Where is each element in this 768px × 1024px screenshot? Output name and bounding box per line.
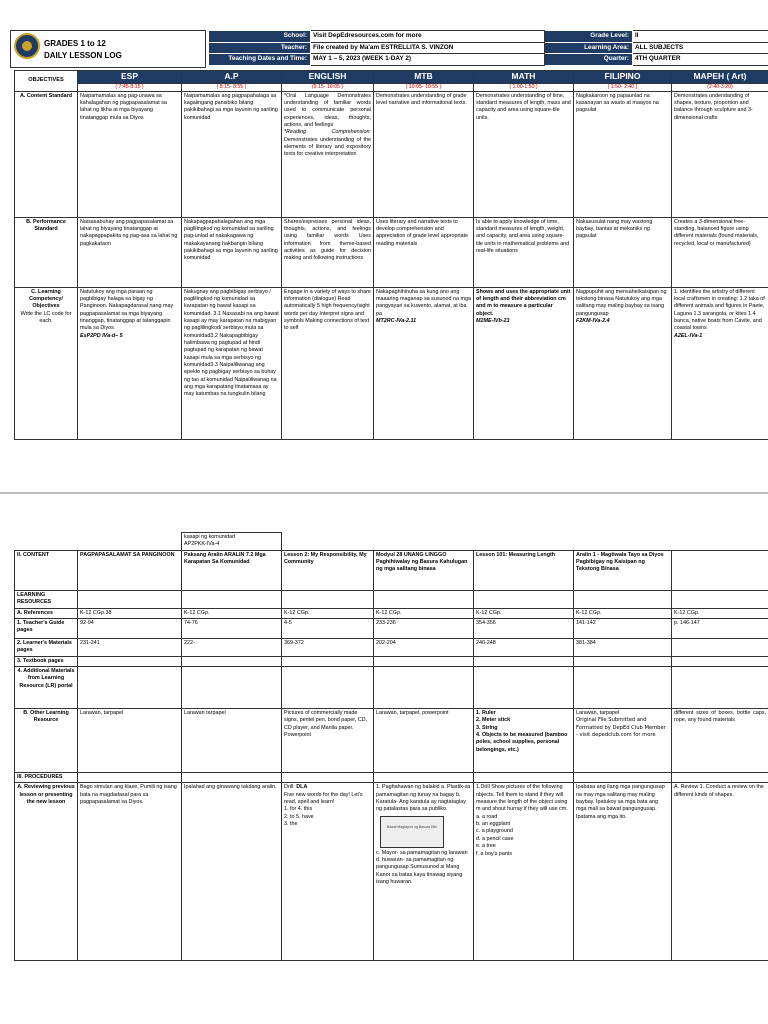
content-row [15, 550, 768, 590]
no-littering-sign-text: Bawal Magtapon ng Basura Dito [386, 824, 438, 829]
other-resources-row [15, 709, 768, 773]
performance-standard-filipino: Nakasusulat nang may wastong baybay, bantas at mekaniks ng pagsulat [574, 217, 672, 287]
references-label: A. References [15, 608, 78, 618]
competency-math [474, 287, 574, 439]
content-filipino: Aralin 1 - Magtiwala Tayo sa Diyos Pagbibigay ng Kaisipan ng Tekstong Binasa [574, 550, 672, 590]
objectives-table [14, 70, 768, 440]
content-standard-esp: Naipamamalas ang pag-unawa sa kahalagahan ng pagpapasalamat sa lahat ng likha at mga biyayang tinatanggap mula sa Diyos [78, 91, 182, 217]
other-resources-label: B. Other Learning Resource [15, 709, 78, 773]
references-esp: K-12 CGp.38 [78, 608, 182, 618]
competency-english: Engage in a variety of ways to share information (dialogue) Read automatically 5 high frequency/sight words per day Interpret signs and symbols Making connections of text to self [282, 287, 374, 439]
reviewing-english-item-1: 1. for 4. this [284, 806, 313, 813]
competency-esp [78, 287, 182, 439]
learners-row [15, 639, 768, 657]
content-mtb: Modyul 28 UNANG LINGGO Paghihiwalay ng Basura Kahulugan ng mga salitang binasa [374, 550, 474, 590]
reviewing-english [282, 783, 374, 961]
other-mapeh: different sizes of boxes, bottle caps, rope, any found materials [672, 709, 768, 773]
performance-standard-label: B. Performance Standard [15, 217, 78, 287]
cs-english-reading: Demonstrates understanding of the elements of literary and expository texts for creative interpretation [284, 136, 371, 158]
subject-esp: ESP [78, 71, 182, 84]
competency-filipino-code: F2KM-IVa-2.4 [576, 317, 610, 324]
reviewing-esp: Bago simulan ang klase, Pumili ng isang bata na magdadasal para sa pagpapasalamat sa Diyos. [78, 783, 182, 961]
reviewing-mapeh: A. Review 1. Conduct a review on the different kinds of shapes. [672, 783, 768, 961]
teachers-guide-row [15, 619, 768, 639]
references-math: K-12 CGp. [474, 608, 574, 618]
competency-filipino [574, 287, 672, 439]
procedures-label: III. PROCEDURES [15, 773, 78, 783]
reviewing-filipino: Ipabasa ang ilang mga pangungusap na may mga salitang may maling baybay. Ipatukoy sa mga bata ang mga mali sa bawat pangungusap. Ipatama ang mga ito. [574, 783, 672, 961]
reviewing-math-item-f: f. a boy's pants [476, 850, 513, 857]
subject-mtb: MTB [374, 71, 474, 84]
other-filipino-plain: Larawan, tarpapel [576, 710, 620, 717]
time-mapeh: (2:40-3:20) [672, 83, 768, 91]
competency-ap: Nakugnay ang pagbibigay serbisyo / paglilingkod ng komunidad sa karapatan ng bawat kasapi sa komunidad. 3.1 Nasasabi na ang bawat kasapi ay may karapatan na mabigyan ng paglilingkod/ serbisyo mula sa komunidad3.2 Nakapagbibigay halimbawa ng pagtupad at hindi pagtupad ng karapatan ng bawat kasapi mula sa mga serbisyo ng komunidad3.3 Naipaliliwanag ang epekto ng pagbigay serbisyo sa buhay ng tao at komunidad Naipaliliwanag na ang mga karapatang tinatamasa ay may katumbas na tungkulin bilang [182, 287, 282, 439]
doc-title-line1: GRADES 1 to 12 [44, 39, 106, 48]
cs-english-reading-label: *Reading Comprehension: [284, 129, 371, 136]
dates-value: MAY 1 – 5, 2023 (WEEK 1-DAY 2) [311, 54, 545, 66]
time-english: (9:15- 10:05 ) [282, 83, 374, 91]
references-ap: K-12 CGp. [182, 608, 282, 618]
reviewing-english-item-2: 2. to 5. have [284, 813, 314, 820]
procedures-row [15, 773, 768, 783]
teachers-guide-label: 1. Teacher's Guide pages [15, 619, 78, 639]
lm-english: 369-372 [282, 639, 374, 657]
other-math [474, 709, 574, 773]
competency-sub-label: Write the LC code for each. [20, 310, 72, 324]
time-esp: ( 7:45-8:15 ) [78, 83, 182, 91]
tg-math: 354-356 [474, 619, 574, 639]
tg-mapeh: p. 146-147 [672, 619, 768, 639]
competency-mtb [374, 287, 474, 439]
ap-cont-2: AP2PKK-IVa-4 [184, 541, 220, 548]
performance-standard-math: Is able to apply knowledge of time, standard measures of length, weight, and capacity, and area using square-tile units in mathematical problems and real-life situations [474, 217, 574, 287]
school-value: Visit DepEdresources.com for more [311, 31, 545, 43]
other-esp: Larawan, tarpapel [78, 709, 182, 773]
references-mapeh: K-12 CGp. [672, 608, 768, 618]
reviewing-ap: Ipalahad ang ginawang takdang aralin. [182, 783, 282, 961]
reviewing-math-drill: 1.Drill Show pictures of the following objects. Tell them to stand if they will measure the length of the object using m and shout hurray if they will use cm. [476, 784, 568, 813]
grade-value: II [633, 31, 768, 43]
competency-mapeh-code: A2EL-IVa-1 [674, 332, 703, 339]
content-esp: PAGPAPASALAMAT SA PANGINOON [78, 550, 182, 590]
tg-english: 4-5 [282, 619, 374, 639]
quarter-label: Quarter: [545, 54, 633, 66]
reviewing-english-intro: Five new words for the day! Let's read, spell and learn! [284, 791, 363, 806]
content-standard-mapeh: Demonstrates understanding of shapes, texture, proportion and balance through sculpture and 3-dimensional crafts [672, 91, 768, 217]
tg-esp: 92-94 [78, 619, 182, 639]
reviewing-row [15, 783, 768, 961]
lm-esp: 231-241 [78, 639, 182, 657]
cs-english-oral: *Oral Language Demonstrates understanding of familiar words used to communicate personal experiences, ideas, thoughts, actions, and feelings [284, 92, 371, 128]
lm-math: 246-248 [474, 639, 574, 657]
reviewing-math-item-e: e. a tree [476, 843, 496, 850]
dll-page-1 [0, 0, 768, 494]
reviewing-math [474, 783, 574, 961]
teacher-value: File created by Ma'am ESTRELLITA S. VINZON [311, 42, 545, 54]
competency-label: C. Learning Competency/ Objectives [29, 288, 63, 310]
school-label: School: [209, 31, 311, 43]
competency-esp-text: Natutukoy ang mga paraan ng pagbibigay halaga sa bigay ng Panginoon. Nakapagdarasal nang may pagpapasalamat sa mga biyayang tinanggap, tinatanggap at tatanggapin mula sa Diyos [80, 288, 174, 332]
subject-mapeh: MAPEH ( Art) [672, 71, 768, 84]
header-table [208, 30, 768, 66]
subject-english: ENGLISH [282, 71, 374, 84]
references-filipino: K-12 CGp. [574, 608, 672, 618]
content-math: Lesson 101: Measuring Length [474, 550, 574, 590]
reviewing-math-item-c: c. a playground [476, 828, 513, 835]
lm-ap: 222- [182, 639, 282, 657]
deped-seal-icon [14, 33, 40, 59]
competency-mapeh [672, 287, 768, 439]
tg-ap: 74-76 [182, 619, 282, 639]
competency-label-cell [15, 287, 78, 439]
other-math-1: 1. Ruler [476, 710, 496, 717]
reviewing-english-dla: DLA [296, 784, 308, 791]
quarter-value: 4TH QUARTER [633, 54, 768, 66]
competency-filipino-text: Nagpupuhit ang mensahe/kaisipan ng tekstong binasa Natutukoy ang mga salitang may maling baybay sa isang pangungusap [576, 288, 667, 317]
area-label: Learning Area: [545, 42, 633, 54]
content-label: II. CONTENT [15, 550, 78, 590]
performance-standard-english: Shares/expresses personal ideas, thoughts, actions, and feelings using familiar words Uses information from theme-based activities as guide for decision making and following instructions [282, 217, 374, 287]
textbook-label: 3. Textbook pages [15, 656, 78, 666]
reviewing-math-item-d: d. a pencil case [476, 835, 514, 842]
additional-label: 4. Additional Materials from Learning Resource (LR) portal [15, 667, 78, 709]
performance-standard-mtb: Uses literary and narrative texts to develop comprehension and appreciation of grade level appropriate reading materials [374, 217, 474, 287]
learning-resources-row [15, 590, 768, 608]
reviewing-english-drill: Drill: [284, 784, 295, 791]
performance-standard-ap: Nakapagpapahalagahan ang mga paglilingkod ng komunidad sa sariling pag-unlad at nakakagawa ng makakayanang hakbangin bilang pakikibahagi sa mga layunin ng sariling komunidad [182, 217, 282, 287]
content-mapeh [672, 550, 768, 590]
content-english: Lesson 2: My Responsibility, My Community [282, 550, 374, 590]
reviewing-math-item-b: b. an eggplant [476, 821, 511, 828]
reviewing-math-item-a: a. a road [476, 813, 498, 820]
references-mtb: K-12 CGp. [374, 608, 474, 618]
time-math: ( 1:00-1:50 ) [474, 83, 574, 91]
reviewing-mtb [374, 783, 474, 961]
ap-continuation [182, 533, 282, 551]
content-standard-ap: Naipamamalas ang pagpapahalaga sa kagalingang pansibiko bilang pakikibahagi sa mga layunin ng sariling komunidad [182, 91, 282, 217]
content-standard-row [15, 91, 768, 217]
other-math-3: 3. String [476, 724, 498, 731]
subject-filipino: FILIPINO [574, 71, 672, 84]
dll-page-2 [0, 520, 768, 1024]
competency-esp-code: EsP2PD IVa-d– 5 [80, 332, 123, 339]
other-math-2: 2. Meter stick [476, 717, 511, 724]
content-standard-english [282, 91, 374, 217]
content-standard-label: A. Content Standard [15, 91, 78, 217]
teacher-label: Teacher: [209, 42, 311, 54]
other-english: Pictures of commercially made signs, pentel pen, bond paper, CD, CD player, and Manila paper. Powerpoint [282, 709, 374, 773]
area-value: ALL SUBJECTS [633, 42, 768, 54]
ap-cont-1: kasapi ng komunidad [184, 534, 235, 540]
competency-row [15, 287, 768, 439]
subject-math: MATH [474, 71, 574, 84]
doc-title [44, 38, 122, 61]
subject-ap: A.P [182, 71, 282, 84]
references-english: K-12 CGp. [282, 608, 374, 618]
other-math-4: 4. Objects to be measured (bamboo poles, school supplies, personal belongings, etc.) [476, 732, 568, 753]
reviewing-label: A. Reviewing previous lesson or presenting the new lesson [15, 783, 78, 961]
lm-mapeh [672, 639, 768, 657]
reviewing-mtb-top: 1. Paghahawan ng balakid a. Plastik-sa pamamagitan ng tunay na bagay b. Karatula- Ang karatula ay nagtataglay ng patalastas para sa publiko. [376, 784, 471, 813]
other-filipino-special: Original File Submitted and Formatted by DepEd Club Member - visit depedclub.com for more [576, 717, 666, 739]
time-mtb: ( 10:05- 10:55 ) [374, 83, 474, 91]
procedures-table [14, 532, 768, 961]
tg-filipino: 141-142 [574, 619, 672, 639]
references-row [15, 608, 768, 618]
textbook-row [15, 656, 768, 666]
performance-standard-row [15, 217, 768, 287]
learning-resources-label: LEARNING RESOURCES [15, 590, 78, 608]
tg-mtb: 233-236 [374, 619, 474, 639]
other-mtb: Larawan, tarpapel, powerpoint [374, 709, 474, 773]
content-standard-mtb: Demonstrates understanding of grade level narrative and informational texts. [374, 91, 474, 217]
competency-mtb-text: Nakapaghihinuha sa kung ano ang maaaring maganap sa susunod na mga pangyayari sa kuwento, alamat, at iba pa [376, 288, 471, 317]
lm-mtb: 202-204 [374, 639, 474, 657]
reviewing-mtb-bottom: c. Mayor- sa pamamagitan ng larawan d. huwaran- sa pamamagitan ng pangungusap Sumusunod si Mang Kanor sa batas kaya tinawag siyang isang huwaran. [376, 849, 468, 886]
performance-standard-mapeh: Creates a 3-dimensional free-standing, balanced figure using different materials (found materials, recycled, local or manufactured) [672, 217, 768, 287]
content-standard-filipino: Nagkakaroon ng papaunlad na kasanayan sa wasto at maayos na pagsulat [574, 91, 672, 217]
competency-math-text: Shows and uses the appropriate unit of length and their abbreviation cm and m to measure a particular object. [476, 288, 571, 317]
other-filipino [574, 709, 672, 773]
learners-label: 2. Learner's Materials pages [15, 639, 78, 657]
content-standard-math: Demonstrates understanding of time, standard measures of length, mass and capacity and area using square-tile units. [474, 91, 574, 217]
time-ap: ( 8:15- 8:55 ) [182, 83, 282, 91]
competency-mapeh-text: 1. identifies the artistry of different local craftsmen in creating: 1.2 taka of different animals and figures in Paete, Laguna 1.3 sarangola, or kites 1.4 banca, native boats from Cavite, and coastal towns [674, 288, 765, 332]
objectives-label: OBJECTIVES [15, 71, 78, 92]
competency-mtb-code: MT2RC-IVa-2.11 [376, 317, 417, 324]
ap-continuation-row [15, 533, 768, 551]
additional-row [15, 667, 768, 709]
content-ap: Paksang Aralin ARALIN 7.2 Mga Karapatan Sa Komunidad [182, 550, 282, 590]
time-filipino: ( 1:50- 2:40 ) [574, 83, 672, 91]
lm-filipino: 381-384 [574, 639, 672, 657]
doc-title-line2: DAILY LESSON LOG [44, 50, 122, 60]
dates-label: Teaching Dates and Time: [209, 54, 311, 66]
performance-standard-esp: Naisasabuhay ang pagpapasalamat sa lahat ng biyayang tinatanggap at nakapagpapakita ng pag-asa sa lahat ng pagkakataon [78, 217, 182, 287]
grade-label: Grade Level: [545, 31, 633, 43]
no-littering-sign-image [380, 816, 444, 848]
competency-math-code: M2ME-IVb-23 [476, 317, 510, 324]
reviewing-english-item-3: 3. the [284, 821, 298, 828]
other-ap: Larawan tarpapel [182, 709, 282, 773]
